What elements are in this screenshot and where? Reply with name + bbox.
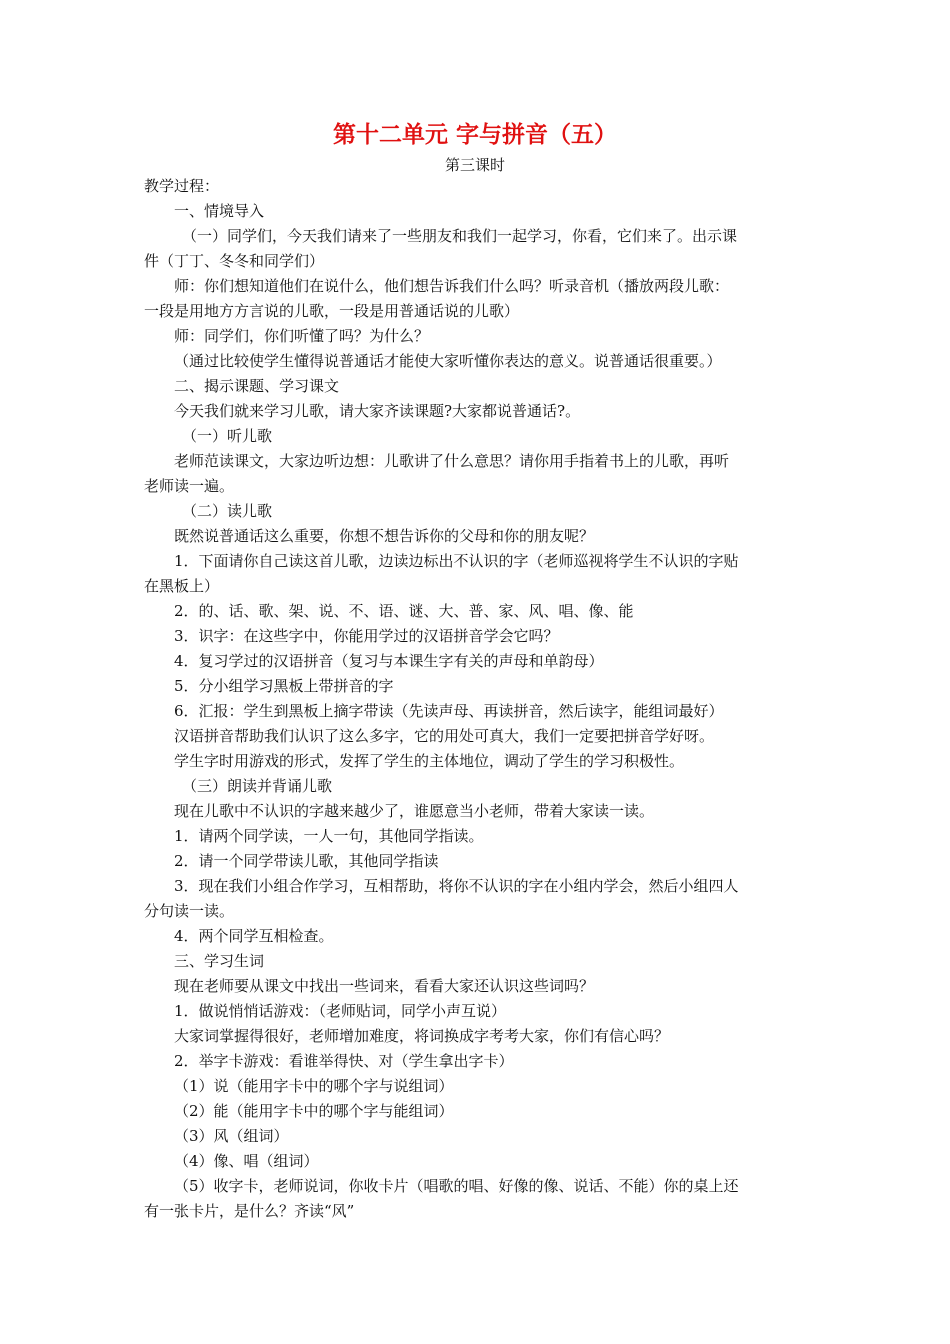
text-line: 1．请两个同学读，一人一句，其他同学指读。 <box>174 827 484 845</box>
text-line: 师：同学们，你们听懂了吗？为什么？ <box>174 327 430 345</box>
text-line: （一）听儿歌 <box>182 427 273 445</box>
text-line: 6．汇报：学生到黑板上摘字带读（先读声母、再读拼音，然后读字，能组词最好） <box>174 702 724 720</box>
document-title: 第十二单元 字与拼音（五） <box>332 122 617 148</box>
text-line: 大家词掌握得很好，老师增加难度，将词换成字考考大家，你们有信心吗？ <box>174 1027 670 1045</box>
text-line: 一、情境导入 <box>174 202 265 220</box>
text-line: （三）朗读并背诵儿歌 <box>182 777 333 795</box>
text-line: 在黑板上） <box>144 577 220 595</box>
text-line: 4．两个同学互相检查。 <box>174 927 334 945</box>
text-line: 三、学习生词 <box>174 952 265 970</box>
text-line: （二）读儿歌 <box>182 502 273 520</box>
text-line: （3）风（组词） <box>174 1127 289 1145</box>
text-line: （1）说（能用字卡中的哪个字与说组词） <box>174 1077 454 1095</box>
text-line: 分句读一读。 <box>144 902 235 920</box>
text-line: 老师读一遍。 <box>144 477 235 495</box>
text-line: 教学过程： <box>144 177 220 195</box>
text-line: 师：你们想知道他们在说什么，他们想告诉我们什么吗？听录音机（播放两段儿歌： <box>174 277 730 295</box>
text-line: 有一张卡片，是什么？齐读“风” <box>144 1202 355 1220</box>
text-line: 2．的、话、歌、架、说、不、语、谜、大、普、家、风、唱、像、能 <box>174 602 634 620</box>
text-line: 3．识字：在这些字中，你能用学过的汉语拼音学会它吗？ <box>174 627 559 645</box>
document-subtitle: 第三课时 <box>444 156 505 174</box>
text-line: （通过比较使学生懂得说普通话才能使大家听懂你表达的意义。说普通话很重要。） <box>174 352 722 370</box>
text-line: （5）收字卡，老师说词，你收卡片（唱歌的唱、好像的像、说话、不能）你的桌上还 <box>174 1177 739 1195</box>
text-line: 汉语拼音帮助我们认识了这么多字，它的用处可真大，我们一定要把拼音学好呀。 <box>174 727 715 745</box>
text-line: 二、揭示课题、学习课文 <box>174 377 340 395</box>
document-body <box>144 174 814 1224</box>
text-line: 学生字时用游戏的形式，发挥了学生的主体地位，调动了学生的学习积极性。 <box>174 752 685 770</box>
text-line: 2．举字卡游戏：看谁举得快、对（学生拿出字卡） <box>174 1052 514 1070</box>
text-line: 5．分小组学习黑板上带拼音的字 <box>174 677 394 695</box>
text-line: 老师范读课文，大家边听边想：儿歌讲了什么意思？请你用手指着书上的儿歌，再听 <box>174 452 730 470</box>
text-line: 今天我们就来学习儿歌，请大家齐读课题?大家都说普通话?。 <box>174 402 581 420</box>
text-line: 一段是用地方方言说的儿歌，一段是用普通话说的儿歌） <box>144 302 520 320</box>
text-line: 1．下面请你自己读这首儿歌，边读边标出不认识的字（老师巡视将学生不认识的字贴 <box>174 552 739 570</box>
text-line: 既然说普通话这么重要，你想不想告诉你的父母和你的朋友呢？ <box>174 527 595 545</box>
text-line: （一）同学们，今天我们请来了一些朋友和我们一起学习，你看，它们来了。出示课 <box>182 227 738 245</box>
text-line: （4）像、唱（组词） <box>174 1152 319 1170</box>
text-line: 件（丁丁、冬冬和同学们） <box>144 252 325 270</box>
text-line: 现在老师要从课文中找出一些词来，看看大家还认识这些词吗？ <box>174 977 595 995</box>
text-line: 4．复习学过的汉语拼音（复习与本课生字有关的声母和单韵母） <box>174 652 604 670</box>
text-line: 3．现在我们小组合作学习，互相帮助，将你不认识的字在小组内学会，然后小组四人 <box>174 877 739 895</box>
text-line: （2）能（能用字卡中的哪个字与能组词） <box>174 1102 454 1120</box>
text-line: 2．请一个同学带读儿歌，其他同学指读 <box>174 852 439 870</box>
text-line: 1．做说悄悄话游戏：（老师贴词，同学小声互说） <box>174 1002 507 1020</box>
text-line: 现在儿歌中不认识的字越来越少了，谁愿意当小老师，带着大家读一读。 <box>174 802 655 820</box>
